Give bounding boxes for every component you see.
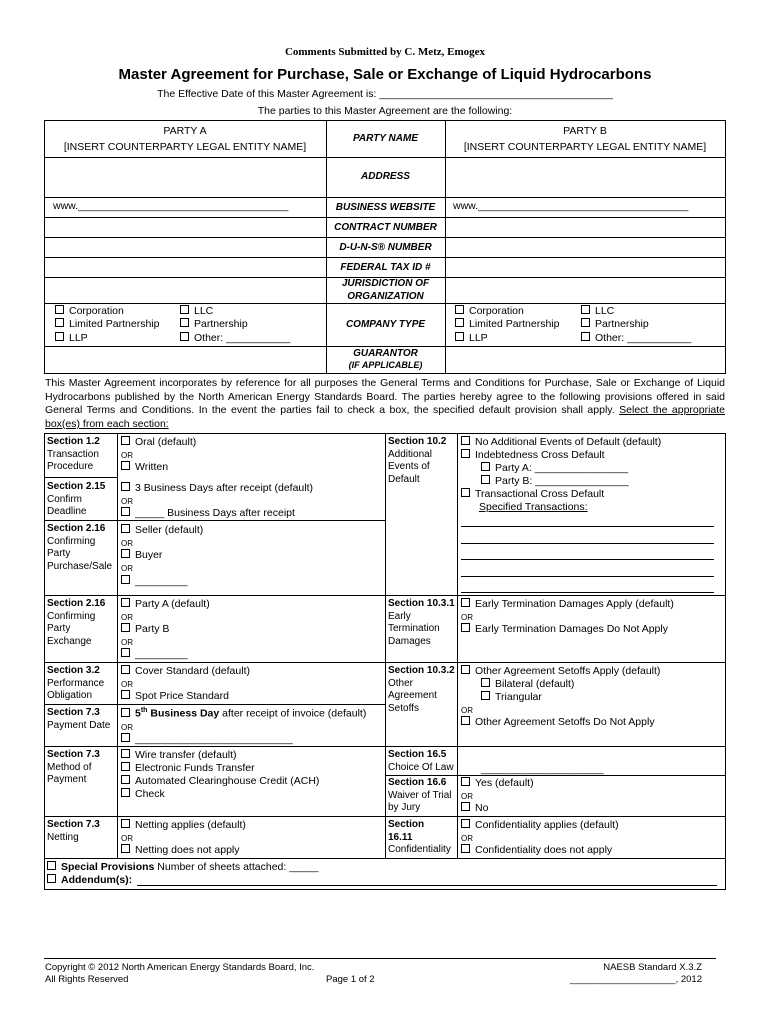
checkbox-icon [455, 332, 464, 341]
section-7-3-netting-label: Section 7.3 Netting [47, 819, 100, 843]
section-10-3-2-apply-checkbox[interactable]: Other Agreement Setoffs Apply (default) [461, 665, 660, 677]
checkbox-icon [47, 874, 56, 883]
party-b-llc-checkbox[interactable]: LLC [581, 305, 614, 317]
checkbox-icon [121, 575, 130, 584]
footer-date: ____________________, 2012 [569, 974, 702, 985]
section-2-16-exchange-label: Section 2.16 Confirming Party Exchange [47, 598, 106, 647]
checkbox-icon [121, 524, 130, 533]
section-2-16-party-a-checkbox[interactable]: Party A (default) [121, 598, 210, 610]
checkbox-icon [581, 318, 590, 327]
checkbox-icon [180, 332, 189, 341]
row-label-address: ADDRESS [361, 171, 410, 182]
section-16-11-label: Section 16.11 Confidentiality [388, 819, 451, 856]
or-label: OR [461, 792, 473, 801]
checkbox-icon [121, 665, 130, 674]
row-label-jurisdiction-1: JURISDICTION OF [341, 278, 430, 289]
checkbox-icon [121, 623, 130, 632]
section-3-2-spot-checkbox[interactable]: Spot Price Standard [121, 690, 229, 702]
party-a-other-checkbox[interactable]: Other: ___________ [180, 332, 290, 344]
party-b-corporation-checkbox[interactable]: Corporation [455, 305, 524, 317]
checkbox-icon [581, 332, 590, 341]
or-label: OR [121, 680, 133, 689]
checkbox-icon [461, 819, 470, 828]
checkbox-icon [481, 678, 490, 687]
choice-of-law-field[interactable]: _____________________ [481, 763, 604, 775]
party-b-limited-partnership-checkbox[interactable]: Limited Partnership [455, 318, 559, 330]
party-a-partnership-checkbox[interactable]: Partnership [180, 318, 248, 330]
section-2-15-label: Section 2.15 Confirm Deadline [47, 481, 106, 518]
addendum-checkbox[interactable]: Addendum(s): [47, 874, 132, 886]
section-16-6-label: Section 16.6 Waiver of Trial by Jury [388, 777, 452, 814]
addendum-field[interactable] [137, 885, 717, 886]
party-b-website[interactable]: www.____________________________________ [453, 200, 689, 212]
section-2-16-other-checkbox[interactable]: _________ [121, 575, 188, 587]
row-label-company-type: COMPANY TYPE [345, 319, 426, 330]
party-a-llc-checkbox[interactable]: LLC [180, 305, 213, 317]
checkbox-icon [455, 318, 464, 327]
checkbox-icon [121, 690, 130, 699]
checkbox-icon [481, 475, 490, 484]
checkbox-icon [121, 762, 130, 771]
checkbox-icon [180, 318, 189, 327]
checkbox-icon [55, 318, 64, 327]
section-3-2-label: Section 3.2 Performance Obligation [47, 665, 105, 702]
section-10-2-party-a-checkbox[interactable]: Party A: ________________ [481, 462, 628, 474]
checkbox-icon [121, 775, 130, 784]
row-label-party-name: PARTY NAME [352, 133, 418, 144]
section-7-3-method-label: Section 7.3 Method of Payment [47, 749, 100, 786]
or-label: OR [121, 638, 133, 647]
checkbox-icon [461, 665, 470, 674]
checkbox-icon [55, 332, 64, 341]
checkbox-icon [121, 749, 130, 758]
checkbox-icon [121, 844, 130, 853]
row-label-jurisdiction-2: ORGANIZATION [347, 291, 424, 302]
party-b-other-checkbox[interactable]: Other: ___________ [581, 332, 691, 344]
checkbox-icon [47, 861, 56, 870]
checkbox-icon [455, 305, 464, 314]
special-provisions-checkbox[interactable]: Special Provisions Number of sheets attached: _____ [47, 861, 318, 873]
party-b-heading: PARTY B [563, 125, 607, 137]
section-7-3-eft-checkbox[interactable]: Electronic Funds Transfer [121, 762, 255, 774]
section-10-2-no-events-checkbox[interactable]: No Additional Events of Default (default) [461, 436, 661, 448]
checkbox-icon [461, 598, 470, 607]
row-label-duns: D-U-N-S® NUMBER [339, 242, 432, 253]
section-10-3-1-apply-checkbox[interactable]: Early Termination Damages Apply (default) [461, 598, 674, 610]
section-2-16-party-b-checkbox[interactable]: Party B [121, 623, 169, 635]
party-a-website[interactable]: www.____________________________________ [53, 200, 289, 212]
checkbox-icon [121, 733, 130, 742]
or-label: OR [461, 834, 473, 843]
section-2-16-purchase-label: Section 2.16 Confirming Party Purchase/Sale [47, 523, 113, 572]
checkbox-icon [121, 482, 130, 491]
section-16-6-yes-checkbox[interactable]: Yes (default) [461, 777, 534, 789]
checkbox-icon [461, 844, 470, 853]
intro-instruction: Select the appropriate box(es) from each section: [45, 404, 726, 430]
section-1-2-written-checkbox[interactable]: Written [121, 461, 168, 473]
section-7-3-netting-applies-checkbox[interactable]: Netting applies (default) [121, 819, 246, 831]
checkbox-icon [461, 716, 470, 725]
section-2-15-default-checkbox[interactable]: 3 Business Days after receipt (default) [121, 482, 313, 494]
section-7-3-ach-checkbox[interactable]: Automated Clearinghouse Credit (ACH) [121, 775, 319, 787]
section-16-5-label: Section 16.5 Choice Of Law [388, 749, 454, 773]
or-label: OR [121, 564, 133, 573]
row-label-guarantor-sub: (IF APPLICABLE) [348, 360, 423, 370]
section-10-2-party-b-checkbox[interactable]: Party B: ________________ [481, 475, 629, 487]
row-label-guarantor: GUARANTOR [353, 348, 418, 359]
or-label: OR [121, 723, 133, 732]
section-1-2-oral-checkbox[interactable]: Oral (default) [121, 436, 196, 448]
or-label: OR [121, 834, 133, 843]
section-2-16-seller-checkbox[interactable]: Seller (default) [121, 524, 203, 536]
party-b-partnership-checkbox[interactable]: Partnership [581, 318, 649, 330]
section-2-16-buyer-checkbox[interactable]: Buyer [121, 549, 162, 561]
section-10-3-2-bilateral-checkbox[interactable]: Bilateral (default) [481, 678, 574, 690]
checkbox-icon [461, 449, 470, 458]
section-10-2-indebtedness-checkbox[interactable]: Indebtedness Cross Default [461, 449, 605, 461]
section-7-3-netting-not-checkbox[interactable]: Netting does not apply [121, 844, 240, 856]
checkbox-icon [121, 507, 130, 516]
checkbox-icon [55, 305, 64, 314]
section-10-3-1-label: Section 10.3.1 Early Termination Damages [388, 598, 455, 647]
section-16-6-no-checkbox[interactable]: No [461, 802, 488, 814]
section-1-2-label: Section 1.2 Transaction Procedure [47, 436, 100, 473]
checkbox-icon [481, 462, 490, 471]
party-a-heading: PARTY A [163, 125, 207, 137]
or-label: OR [121, 613, 133, 622]
checkbox-icon [461, 623, 470, 632]
section-10-3-2-label: Section 10.3.2 Other Agreement Setoffs [388, 665, 455, 714]
checkbox-icon [180, 305, 189, 314]
footer-copyright: Copyright © 2012 North American Energy Standards Board, Inc. [45, 962, 315, 973]
party-a-name[interactable]: [INSERT COUNTERPARTY LEGAL ENTITY NAME] [63, 141, 307, 153]
parties-line: The parties to this Master Agreement are the following: [257, 105, 513, 117]
section-7-3-wire-checkbox[interactable]: Wire transfer (default) [121, 749, 237, 761]
party-a-limited-partnership-checkbox[interactable]: Limited Partnership [55, 318, 159, 330]
or-label: OR [121, 451, 133, 460]
checkbox-icon [121, 648, 130, 657]
party-b-llp-checkbox[interactable]: LLP [455, 332, 488, 344]
checkbox-icon [121, 461, 130, 470]
or-label: OR [461, 613, 473, 622]
checkbox-icon [121, 598, 130, 607]
checkbox-icon [581, 305, 590, 314]
checkbox-icon [121, 708, 130, 717]
section-10-2-label: Section 10.2 Additional Events of Default [388, 436, 447, 485]
checkbox-icon [461, 777, 470, 786]
section-10-3-2-not-apply-checkbox[interactable]: Other Agreement Setoffs Do Not Apply [461, 716, 655, 728]
or-label: OR [121, 497, 133, 506]
checkbox-icon [121, 819, 130, 828]
effective-date-line: The Effective Date of this Master Agreement is: ________________________________________ [157, 88, 613, 100]
row-label-contract-number: CONTRACT NUMBER [334, 222, 437, 233]
checkbox-icon [481, 691, 490, 700]
submitted-by: Comments Submitted by C. Metz, Emogex [284, 46, 486, 58]
footer-rights: All Rights Reserved [45, 974, 129, 985]
checkbox-icon [461, 488, 470, 497]
party-a-corporation-checkbox[interactable]: Corporation [55, 305, 124, 317]
section-2-16-exchange-other-checkbox[interactable]: _________ [121, 648, 188, 660]
party-b-name[interactable]: [INSERT COUNTERPARTY LEGAL ENTITY NAME] [463, 141, 707, 153]
section-16-11-applies-checkbox[interactable]: Confidentiality applies (default) [461, 819, 619, 831]
section-3-2-cover-checkbox[interactable]: Cover Standard (default) [121, 665, 250, 677]
checkbox-icon [121, 436, 130, 445]
section-7-3-fifth-day-checkbox[interactable]: 5th Business Day after receipt of invoice (default) [121, 707, 366, 720]
section-7-3-custom-date-checkbox[interactable]: ___________________________ [121, 733, 293, 745]
checkbox-icon [461, 436, 470, 445]
specified-transactions-label: Specified Transactions: [479, 501, 588, 513]
intro-paragraph: This Master Agreement incorporates by reference for all purposes the General Terms and Conditions for Purchase, Sale or Exchange of Liquid Hydrocarbons published by the North American Energy Standards Board. The parties hereby agree to the following provisions offered in said General Terms and Conditions. In the event the parties fail to check a box, the specified default provision shall apply. Select the appropriate box(es) from each section: [45, 377, 726, 430]
section-7-3-check-checkbox[interactable]: Check [121, 788, 165, 800]
checkbox-icon [461, 802, 470, 811]
party-a-llp-checkbox[interactable]: LLP [55, 332, 88, 344]
row-label-tax-id: FEDERAL TAX ID # [340, 262, 431, 273]
section-10-2-transactional-checkbox[interactable]: Transactional Cross Default [461, 488, 604, 500]
page-title: Master Agreement for Purchase, Sale or Exchange of Liquid Hydrocarbons [118, 66, 652, 83]
checkbox-icon [121, 549, 130, 558]
footer-standard: NAESB Standard X.3.Z [603, 962, 702, 973]
section-10-3-2-triangular-checkbox[interactable]: Triangular [481, 691, 542, 703]
or-label: OR [121, 539, 133, 548]
checkbox-icon [121, 788, 130, 797]
section-16-11-not-applies-checkbox[interactable]: Confidentiality does not apply [461, 844, 612, 856]
footer-page-number: Page 1 of 2 [326, 974, 375, 985]
row-label-business-website: BUSINESS WEBSITE [335, 202, 436, 213]
section-2-15-custom-checkbox[interactable]: _____ Business Days after receipt [121, 507, 295, 519]
or-label: OR [461, 706, 473, 715]
section-10-3-1-not-apply-checkbox[interactable]: Early Termination Damages Do Not Apply [461, 623, 668, 635]
section-7-3-payment-date-label: Section 7.3 Payment Date [47, 707, 111, 731]
